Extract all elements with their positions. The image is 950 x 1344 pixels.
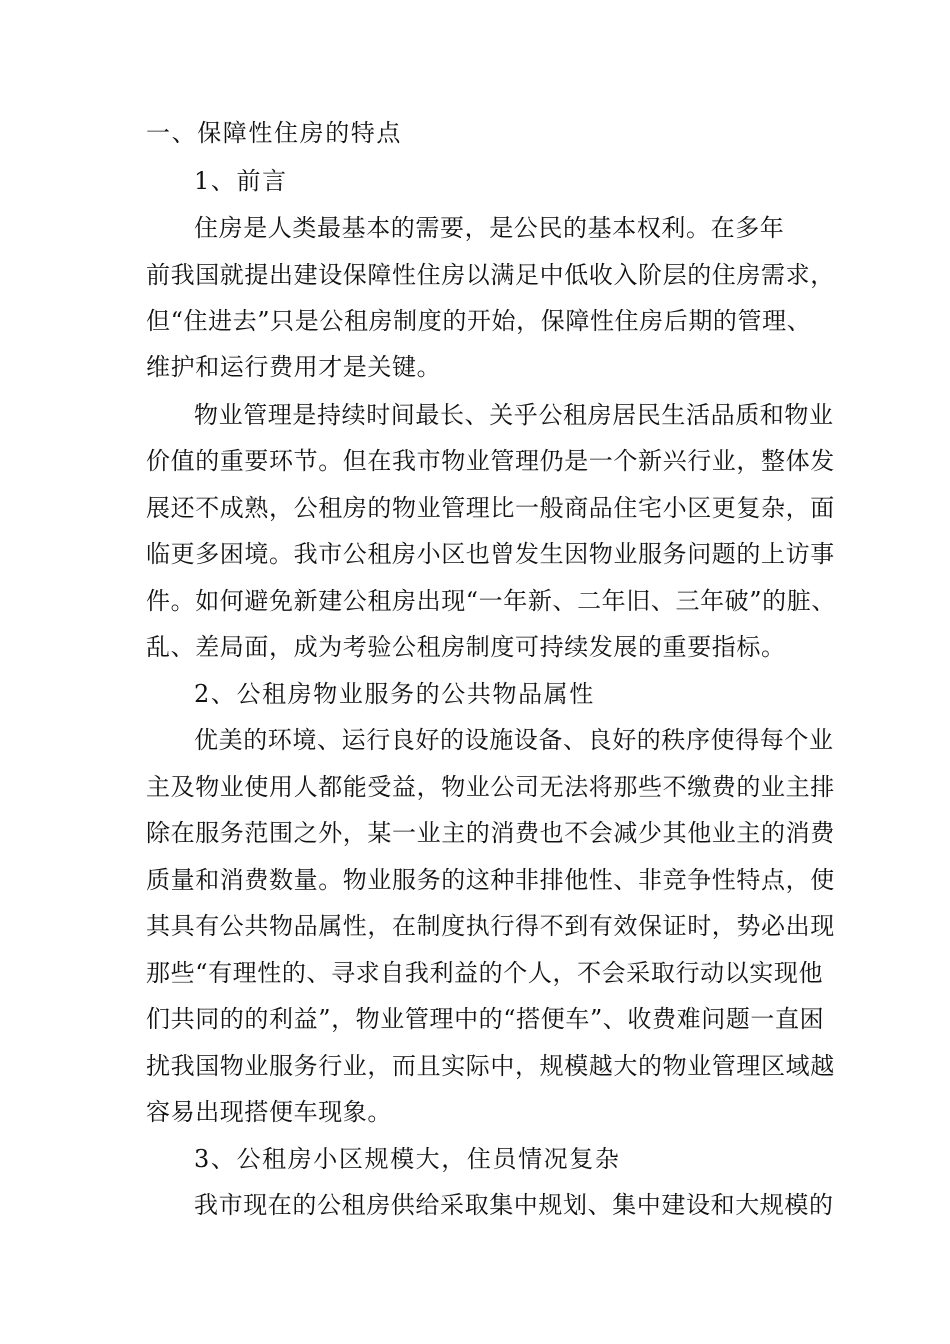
paragraph-line: 价值的重要环节。但在我市物业管理仍是一个新兴行业，整体发 — [146, 447, 835, 475]
section-title: 一、保障性住房的特点 — [146, 119, 402, 147]
paragraph-line: 乱、差局面，成为考验公租房制度可持续发展的重要指标。 — [146, 633, 786, 661]
paragraph-line: 前我国就提出建设保障性住房以满足中低收入阶层的住房需求， — [146, 261, 835, 289]
subsection-heading: 1、前言 — [194, 167, 288, 195]
paragraph-line: 物业管理是持续时间最长、关乎公租房居民生活品质和物业 — [194, 401, 834, 429]
paragraph-line: 件。如何避免新建公租房出现“一年新、二年旧、三年破”的脏、 — [146, 587, 836, 615]
paragraph-line: 主及物业使用人都能受益，物业公司无法将那些不缴费的业主排 — [146, 773, 835, 801]
paragraph-line: 除在服务范围之外，某一业主的消费也不会减少其他业主的消费 — [146, 819, 835, 847]
paragraph-line: 们共同的的利益”，物业管理中的“搭便车”、收费难问题一直困 — [146, 1005, 825, 1033]
paragraph-line: 那些“有理性的、寻求自我利益的个人，不会采取行动以实现他 — [146, 959, 824, 987]
paragraph-line: 我市现在的公租房供给采取集中规划、集中建设和大规模的 — [194, 1191, 834, 1219]
paragraph-line: 其具有公共物品属性，在制度执行得不到有效保证时，势必出现 — [146, 912, 835, 940]
paragraph-line: 优美的环境、运行良好的设施设备、良好的秩序使得每个业 — [194, 726, 834, 754]
subsection-heading: 2、公租房物业服务的公共物品属性 — [194, 680, 595, 708]
paragraph-line: 容易出现搭便车现象。 — [146, 1098, 392, 1126]
paragraph-line: 但“住进去”只是公租房制度的开始，保障性住房后期的管理、 — [146, 307, 812, 335]
paragraph-line: 临更多困境。我市公租房小区也曾发生因物业服务问题的上访事 — [146, 540, 835, 568]
paragraph-line: 质量和消费数量。物业服务的这种非排他性、非竞争性特点，使 — [146, 866, 835, 894]
paragraph-line: 展还不成熟，公租房的物业管理比一般商品住宅小区更复杂，面 — [146, 494, 835, 522]
paragraph-line: 住房是人类最基本的需要，是公民的基本权利。在多年 — [194, 214, 785, 242]
paragraph-line: 维护和运行费用才是关键。 — [146, 353, 442, 381]
subsection-heading: 3、公租房小区规模大，住员情况复杂 — [194, 1145, 621, 1173]
paragraph-line: 扰我国物业服务行业，而且实际中，规模越大的物业管理区域越 — [146, 1052, 835, 1080]
